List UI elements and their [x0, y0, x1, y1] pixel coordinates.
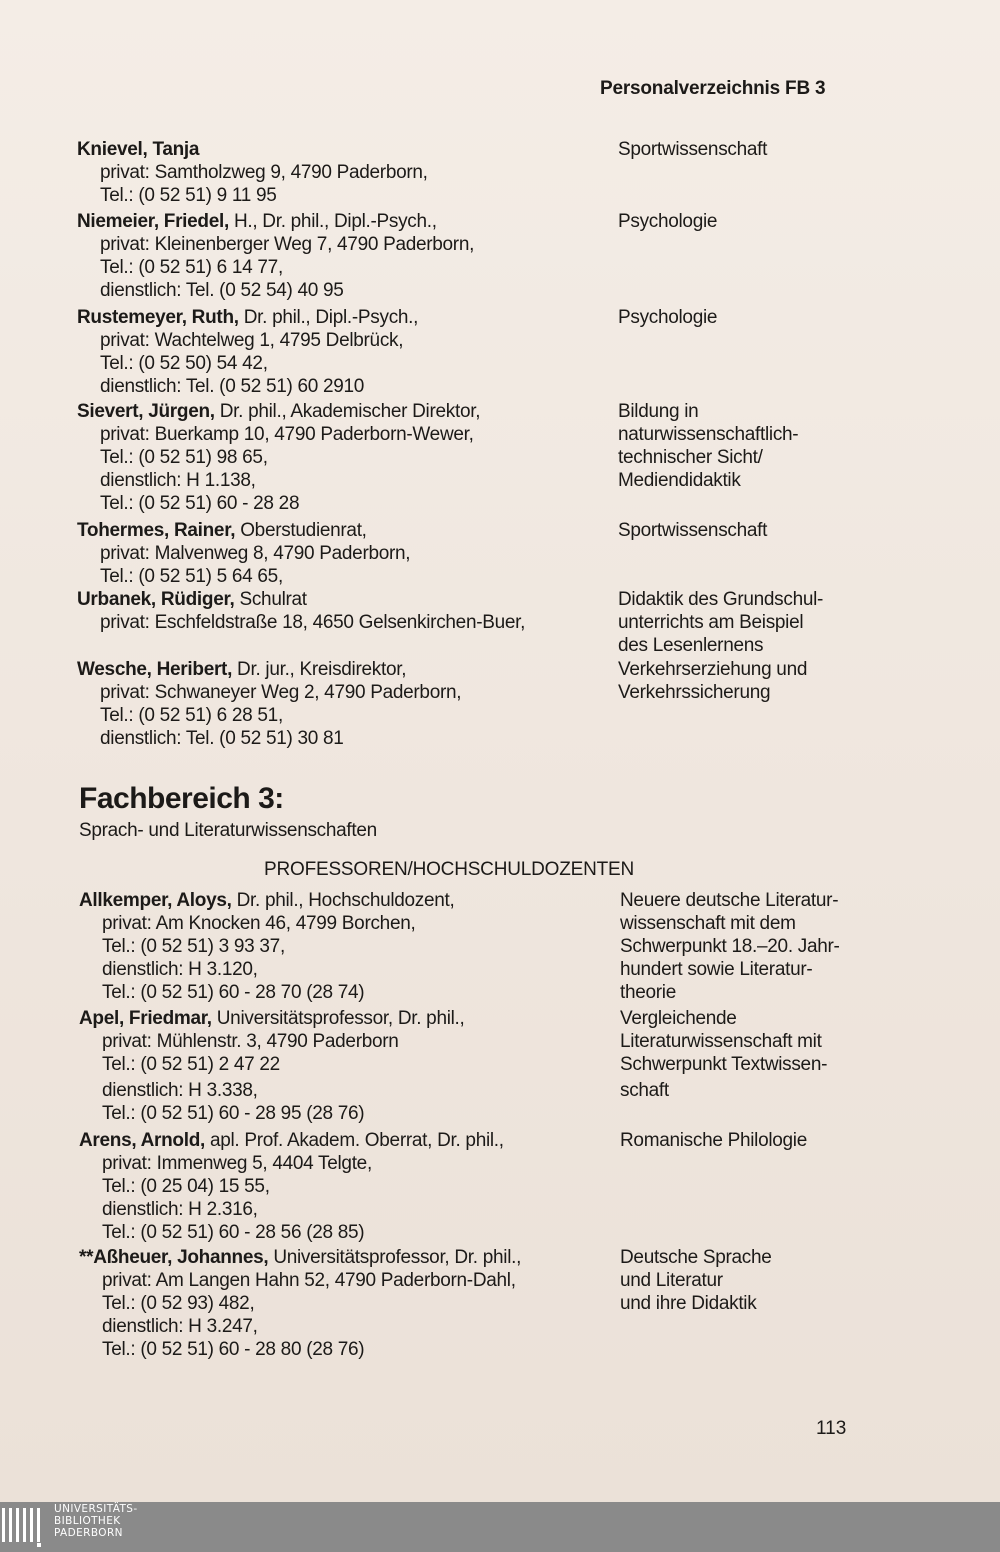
entry-detail: Tel.: (0 52 51) 6 28 51,: [100, 705, 283, 726]
entry-person: [77, 588, 617, 634]
subject-line: wissenschaft mit dem: [620, 913, 796, 934]
subject-line: schaft: [620, 1080, 669, 1101]
entry-subject: [620, 889, 900, 1004]
subject-line: Verkehrssicherung: [618, 682, 771, 703]
entry-detail: Tel.: (0 25 04) 15 55,: [102, 1176, 270, 1197]
library-name-line: PADERBORN: [54, 1527, 123, 1539]
entry-subject: [618, 588, 898, 657]
subject-line: und ihre Didaktik: [620, 1293, 757, 1314]
entry-person: [77, 400, 617, 515]
entry-name: Knievel, Tanja: [77, 139, 200, 160]
library-logo-icon: [2, 1508, 46, 1548]
entry-subject: [618, 210, 898, 233]
entry-detail: Tel.: (0 52 51) 60 - 28 70 (28 74): [102, 982, 365, 1003]
entry-title: Dr. phil., Dipl.-Psych.,: [238, 307, 419, 328]
entry-detail: Tel.: (0 52 51) 98 65,: [100, 447, 268, 468]
entry-name: Arens, Arnold,: [79, 1130, 205, 1151]
entry-detail: Tel.: (0 52 93) 482,: [102, 1293, 255, 1314]
subject-line: Bildung in: [618, 401, 699, 422]
entry-name: Urbanek, Rüdiger,: [77, 589, 235, 610]
entry-person: [79, 1007, 619, 1125]
entry-detail: privat: Wachtelweg 1, 4795 Delbrück,: [100, 330, 404, 351]
entry-subject: [618, 306, 898, 329]
subject-line: hundert sowie Literatur-: [620, 959, 813, 980]
entry-detail: privat: Buerkamp 10, 4790 Paderborn-Wewer,: [100, 424, 474, 445]
entry-title: Universitätsprofessor, Dr. phil.,: [211, 1008, 465, 1029]
entry-person: [79, 889, 619, 1004]
subject-line: Schwerpunkt Textwissen-: [620, 1054, 828, 1075]
entry-detail: privat: Malvenweg 8, 4790 Paderborn,: [100, 543, 411, 564]
entry-person: [77, 138, 617, 207]
subject-line: Deutsche Sprache: [620, 1247, 772, 1268]
subject-line: Verkehrserziehung und: [618, 659, 808, 680]
entry-subject: [618, 519, 898, 542]
entry-title: Dr. phil., Akademischer Direktor,: [214, 401, 481, 422]
entry-detail: dienstlich: Tel. (0 52 51) 60 2910: [100, 376, 365, 397]
subject-line: Psychologie: [618, 211, 718, 232]
subject-line: Sportwissenschaft: [618, 139, 768, 160]
entry-name: Niemeier, Friedel,: [77, 211, 229, 232]
entry-title: Schulrat: [234, 589, 307, 610]
entry-detail: Tel.: (0 52 50) 54 42,: [100, 353, 268, 374]
entry-name: Allkemper, Aloys,: [79, 890, 232, 911]
entry-person: [77, 519, 617, 588]
category-heading: PROFESSOREN/HOCHSCHULDOZENTEN: [264, 859, 635, 880]
entry-person: [77, 210, 617, 302]
subject-line: Mediendidaktik: [618, 470, 741, 491]
library-name-line: BIBLIOTHEK: [54, 1515, 121, 1527]
section-title: Fachbereich 3:: [79, 782, 284, 815]
subject-line: und Literatur: [620, 1270, 723, 1291]
entry-detail: Tel.: (0 52 51) 9 11 95: [100, 185, 277, 206]
entry-detail: privat: Mühlenstr. 3, 4790 Paderborn: [102, 1031, 399, 1052]
entry-name: Apel, Friedmar,: [79, 1008, 212, 1029]
entry-detail: privat: Am Langen Hahn 52, 4790 Paderborn-Dahl,: [102, 1270, 516, 1291]
subject-line: naturwissenschaftlich-: [618, 424, 799, 445]
subject-line: Sportwissenschaft: [618, 520, 768, 541]
subject-line: Neuere deutsche Literatur-: [620, 890, 839, 911]
entry-subject: [620, 1246, 900, 1315]
entry-title: apl. Prof. Akadem. Oberrat, Dr. phil.,: [205, 1130, 504, 1151]
library-name-line: UNIVERSITÄTS-: [54, 1503, 138, 1515]
entry-detail: privat: Am Knocken 46, 4799 Borchen,: [102, 913, 416, 934]
entry-detail: dienstlich: H 2.316,: [102, 1199, 258, 1220]
entry-name: Wesche, Heribert,: [77, 659, 233, 680]
entry-detail: privat: Schwaneyer Weg 2, 4790 Paderborn,: [100, 682, 462, 703]
entry-name: **Aßheuer, Johannes,: [79, 1247, 269, 1268]
subject-line: technischer Sicht/: [618, 447, 763, 468]
entry-subject: [618, 658, 898, 704]
subject-line: unterrichts am Beispiel: [618, 612, 804, 633]
entry-title: H., Dr. phil., Dipl.-Psych.,: [228, 211, 437, 232]
entry-name: Tohermes, Rainer,: [77, 520, 236, 541]
entry-detail: Tel.: (0 52 51) 60 - 28 56 (28 85): [102, 1222, 365, 1243]
entry-name: Rustemeyer, Ruth,: [77, 307, 239, 328]
entry-title: Oberstudienrat,: [235, 520, 367, 541]
subject-line: Romanische Philologie: [620, 1130, 807, 1151]
section-subtitle: Sprach- und Literaturwissenschaften: [79, 820, 377, 841]
page-number: 113: [816, 1418, 847, 1439]
entry-detail: Tel.: (0 52 51) 60 - 28 28: [100, 493, 300, 514]
entry-detail: privat: Eschfeldstraße 18, 4650 Gelsenkirchen-Buer,: [100, 612, 526, 633]
entry-person: [79, 1129, 619, 1244]
entry-title: Universitätsprofessor, Dr. phil.,: [268, 1247, 522, 1268]
entry-detail: privat: Samtholzweg 9, 4790 Paderborn,: [100, 162, 428, 183]
subject-line: theorie: [620, 982, 676, 1003]
library-footer-bar: [0, 1502, 1000, 1552]
running-header: Personalverzeichnis FB 3: [600, 78, 826, 99]
entry-detail: dienstlich: H 3.338,: [102, 1080, 258, 1101]
entry-person: [79, 1246, 619, 1361]
entry-detail: Tel.: (0 52 51) 6 14 77,: [100, 257, 283, 278]
entry-detail: Tel.: (0 52 51) 2 47 22: [102, 1054, 280, 1075]
entry-subject: [618, 400, 898, 492]
entry-detail: dienstlich: H 3.247,: [102, 1316, 258, 1337]
subject-line: Psychologie: [618, 307, 718, 328]
entry-detail: privat: Immenweg 5, 4404 Telgte,: [102, 1153, 372, 1174]
entry-subject: [618, 138, 898, 161]
entry-detail: Tel.: (0 52 51) 60 - 28 95 (28 76): [102, 1103, 365, 1124]
entry-detail: privat: Kleinenberger Weg 7, 4790 Paderborn,: [100, 234, 475, 255]
entry-detail: Tel.: (0 52 51) 60 - 28 80 (28 76): [102, 1339, 365, 1360]
subject-line: Schwerpunkt 18.–20. Jahr-: [620, 936, 840, 957]
entry-subject: [620, 1007, 900, 1102]
entry-detail: Tel.: (0 52 51) 3 93 37,: [102, 936, 285, 957]
subject-line: Vergleichende: [620, 1008, 737, 1029]
entry-title: Dr. phil., Hochschuldozent,: [231, 890, 455, 911]
entry-detail: dienstlich: H 1.138,: [100, 470, 256, 491]
entry-detail: dienstlich: H 3.120,: [102, 959, 258, 980]
entry-name: Sievert, Jürgen,: [77, 401, 215, 422]
entry-detail: dienstlich: Tel. (0 52 54) 40 95: [100, 280, 344, 301]
subject-line: des Lesenlernens: [618, 635, 764, 656]
entry-detail: Tel.: (0 52 51) 5 64 65,: [100, 566, 283, 587]
subject-line: Didaktik des Grundschul-: [618, 589, 824, 610]
subject-line: Literaturwissenschaft mit: [620, 1031, 822, 1052]
entry-person: [77, 306, 617, 398]
library-name: [54, 1503, 138, 1539]
entry-subject: [620, 1129, 900, 1152]
entry-detail: dienstlich: Tel. (0 52 51) 30 81: [100, 728, 344, 749]
entry-title: Dr. jur., Kreisdirektor,: [232, 659, 407, 680]
entry-person: [77, 658, 617, 750]
